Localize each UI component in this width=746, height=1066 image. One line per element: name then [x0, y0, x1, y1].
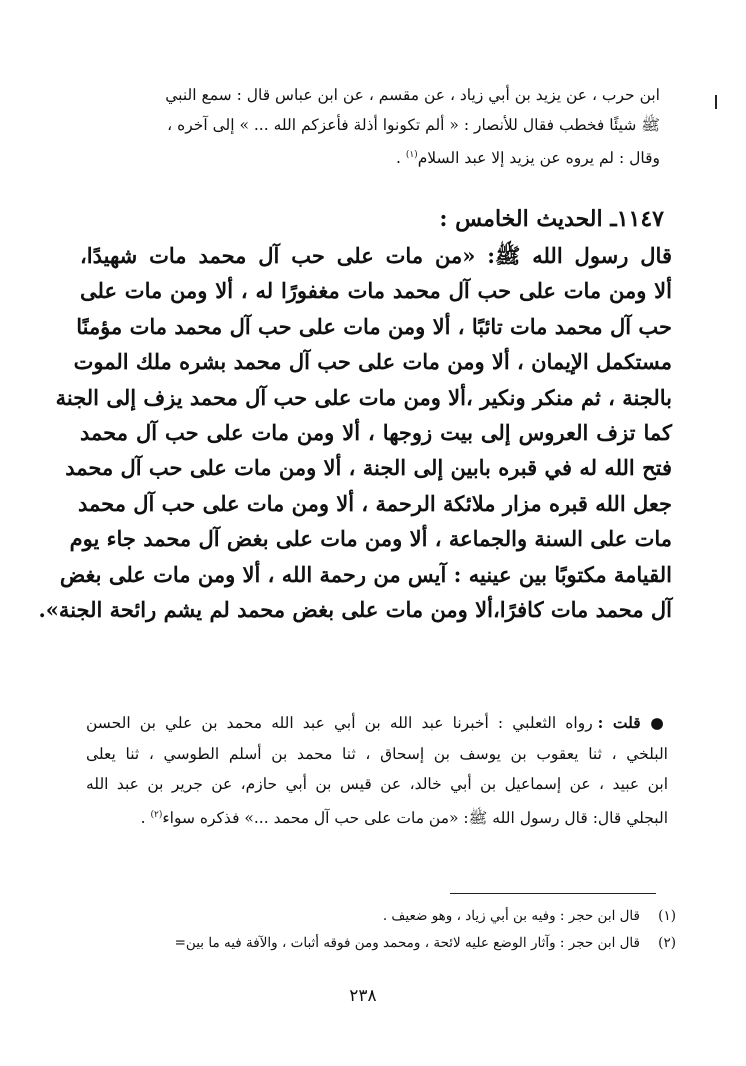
footnote-number: (٢) [658, 935, 676, 951]
footnote-text: قال ابن حجر : وفيه بن أبي زياد ، وهو ضعيف . [382, 908, 640, 924]
intro-line: ﷺ شيئًا فخطب فقال للأنصار : « ألم تكونوا أذلة فأعزكم الله ... » إلى آخره ، [167, 116, 660, 134]
footnote-ref-2[interactable]: (٢) [150, 809, 163, 820]
hadith-line: حب آل محمد مات تائبًا ، ألا ومن مات على حب آل محمد مات مؤمنًا [76, 313, 672, 339]
footnote-item [80, 930, 676, 957]
footnote-number: (١) [658, 908, 676, 924]
footnotes [80, 903, 676, 957]
page-number: ٢٣٨ [349, 986, 377, 1006]
commentary-paragraph [86, 708, 668, 830]
note-line-text: البجلي قال: قال رسول الله ﷺ: «من مات على حب آل محمد ...» فذكره سواء [162, 808, 668, 827]
hadith-line: مات على السنة والجماعة ، ألا ومن مات على بغض آل محمد جاء يوم [69, 526, 672, 552]
intro-paragraph [88, 80, 660, 170]
hadith-line: آل محمد مات كافرًا،ألا ومن مات على بغض محمد لم يشم رائحة الجنة». [38, 596, 672, 622]
note-line: البلخي ، ثنا يعقوب بن يوسف بن إسحاق ، ثنا محمد بن أسلم الطوسي ، ثنا يعلى [86, 744, 668, 763]
hadith-line: ألا ومن مات على حب آل محمد مات مغفورًا له ، ألا ومن مات على [80, 278, 672, 304]
hadith-text [38, 238, 672, 627]
footnote-divider [450, 893, 656, 894]
footnote-text: قال ابن حجر : وآثار الوضع عليه لائحة ، ومحمد ومن فوقه أثبات ، والآفة فيه ما بين= [174, 935, 640, 951]
hadith-line: بالجنة ، ثم منكر ونكير ،ألا ومن مات على حب آل محمد يزف إلى الجنة [55, 384, 672, 410]
note-line-end: . [140, 808, 151, 827]
hadith-line: فتح الله له في قبره بابين إلى الجنة ، ألا ومن مات على حب آل محمد [65, 455, 672, 481]
hadith-line: كما تزف العروس إلى بيت زوجها ، ألا ومن مات على حب آل محمد [80, 419, 672, 445]
hadith-line: جعل الله قبره مزار ملائكة الرحمة ، ألا ومن مات على حب آل محمد [78, 490, 672, 516]
hadith-line: القيامة مكتوبًا بين عينيه : آيس من رحمة الله ، ألا ومن مات على بغض [59, 561, 672, 587]
hadith-line: قال رسول الله ﷺ: «من مات على حب آل محمد مات شهيدًا، [80, 243, 672, 268]
hadith-line: مستكمل الإيمان ، ألا ومن مات على حب آل محمد بشره ملك الموت [73, 349, 672, 375]
note-line-text: رواه الثعلبي : أخبرنا عبد الله بن أبي عبد الله محمد بن علي بن الحسن [86, 714, 598, 732]
intro-line-end: . [395, 149, 406, 168]
intro-line-text: وقال : لم يروه عن يزيد إلا عبد السلام [417, 149, 660, 168]
footnote-ref-1[interactable]: (١) [405, 150, 418, 160]
note-line [86, 708, 668, 739]
note-label: ● قلت : [597, 713, 668, 732]
note-line: ابن عبيد ، عن إسماعيل بن أبي خالد، عن قيس بن أبي حازم، عن جرير بن عبد الله [86, 775, 668, 793]
note-line [86, 800, 668, 831]
intro-line: ابن حرب ، عن يزيد بن أبي زياد ، عن مقسم ، عن ابن عباس قال : سمع النبي [165, 86, 660, 104]
margin-mark [715, 95, 717, 109]
footnote-item [80, 903, 676, 930]
hadith-heading: ١١٤٧ـ الحديث الخامس : [439, 206, 664, 232]
intro-line [88, 140, 660, 170]
